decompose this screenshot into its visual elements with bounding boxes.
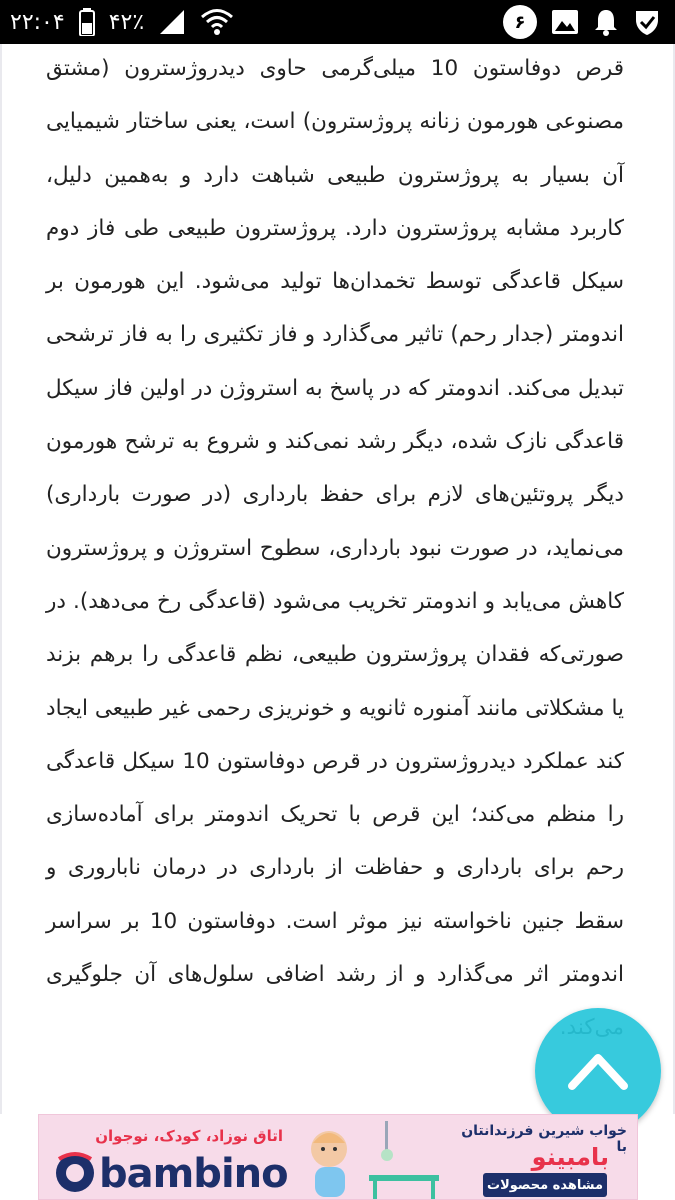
ad-view-products-button[interactable]: مشاهده محصولات [483, 1173, 607, 1197]
article-content[interactable] [0, 44, 675, 1114]
wifi-icon [200, 8, 234, 36]
ad-banner[interactable] [38, 1114, 638, 1200]
status-time: ۲۲:۰۴ [10, 9, 65, 35]
bell-icon [593, 8, 619, 36]
status-left [10, 8, 234, 36]
status-bar [0, 0, 675, 44]
chevron-up-icon [567, 1051, 629, 1091]
baby-illustration-icon [289, 1115, 449, 1200]
ad-left [39, 1115, 289, 1200]
ad-right [447, 1115, 637, 1200]
article-body: قرص دوفاستون 10 میلی‌گرمی حاوی دیدروژسترون (مشتق مصنوعی هورمون زنانه پروژسترون) است، یعنی ساختار شیمیایی آن بسیار به پروژسترون طبیعی شباهت دارد و به‌همین دلیل، کاربرد مشابه پروژسترون دارد. پروژسترون طبیعی طی فاز دوم سیکل قاعدگی توسط تخمدان‌ها تولید می‌شود. این هورمون بر اندومتر (جدار رحم) تاثیر می‌گذارد و فاز تکثیری را به فاز ترشحی تبدیل می‌کند. اندومتر که در پاسخ به استروژن در اولین فاز سیکل قاعدگی نازک شده، دیگر رشد نمی‌کند و شروع به ترشح هورمون دیگر پروتئین‌های لازم برای حفظ بارداری (در صورت بارداری) می‌نماید، در صورت نبود بارداری، سطوح استروژن و پروژسترون کاهش می‌یابد و اندومتر تخریب می‌شود (قاعدگی رخ می‌دهد). در صورتی‌که فقدان پروژسترون طبیعی، نظم قاعدگی را برهم بزند یا مشکلاتی مانند آمنوره ثانویه و خونریزی رحمی غیر طبیعی ایجاد کند عملکرد دیدروژسترون در قرص دوفاستون 10 سیکل قاعدگی را منظم می‌کند؛ این قرص با تحریک اندومتر برای آماده‌سازی رحم برای بارداری و حفاظت از بارداری در درمان ناباروری و سقط جنین ناخواسته نیز موثر است. دوفاستون 10 بر سراسر اندومتر اثر می‌گذارد و از رشد اضافی سلول‌های آن جلوگیری [46, 56, 624, 988]
notification-count: ۶ [503, 5, 537, 39]
bambino-logo-icon [53, 1151, 97, 1199]
ad-right-tagline: خواب شیرین فرزندانتان با [461, 1123, 627, 1155]
ad-tagline: اتاق نوزاد، کودک، نوجوان [95, 1127, 283, 1145]
image-icon [551, 9, 579, 35]
status-right [503, 5, 661, 39]
ad-brand-latin: bambino [99, 1151, 288, 1197]
shield-icon [633, 8, 661, 36]
battery-percent: ۴۲٪ [108, 9, 145, 35]
ad-brand-fa: بامبینو [531, 1143, 609, 1171]
signal-icon [158, 8, 186, 36]
battery-icon [79, 8, 95, 36]
